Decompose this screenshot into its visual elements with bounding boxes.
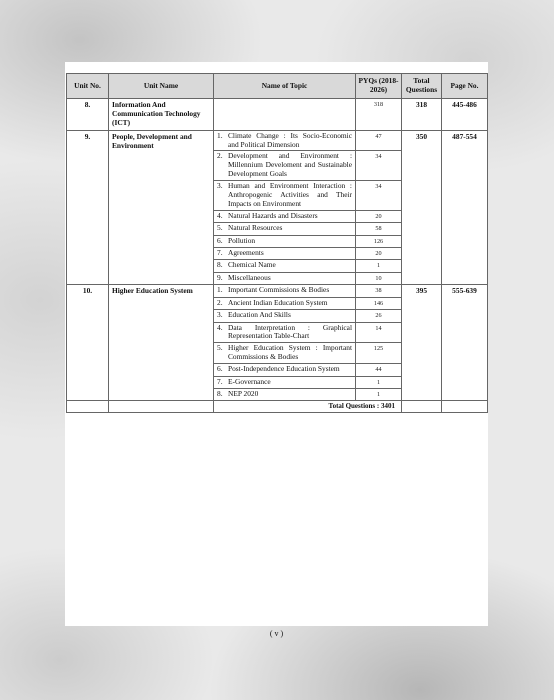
unit-page-range: 487-554 bbox=[442, 130, 488, 285]
topic-number: 7. bbox=[217, 247, 223, 257]
topic-pyq-count: 58 bbox=[356, 223, 402, 235]
header-total-questions: Total Questions bbox=[402, 74, 442, 99]
unit-name: Information And Communication Technology (ICT) bbox=[109, 99, 214, 131]
topic-pyq-count: 34 bbox=[356, 151, 402, 181]
totals-row bbox=[67, 401, 488, 412]
topic-pyq-count: 125 bbox=[356, 343, 402, 364]
topic-number: 5. bbox=[217, 223, 223, 233]
topic-number: 6. bbox=[217, 235, 223, 245]
topic-pyq-count: 26 bbox=[356, 310, 402, 322]
unit-name: People, Development and Environment bbox=[109, 130, 214, 285]
topic-pyq-count: 38 bbox=[356, 285, 402, 297]
topic-pyq-count: 1 bbox=[356, 376, 402, 388]
topic-pyq-count: 44 bbox=[356, 364, 402, 376]
topic-name: Climate Change : Its Socio-Economic and Political Dimension bbox=[228, 130, 352, 149]
topic-cell bbox=[214, 272, 356, 284]
topic-name: Development and Environment : Millennium Develoment and Sustainable Development Goals bbox=[228, 151, 352, 179]
topic-number: 1. bbox=[217, 285, 223, 295]
unit-total-questions: 395 bbox=[402, 285, 442, 401]
topic-name: Post-Independence Education System bbox=[228, 364, 340, 374]
unit-number: 10. bbox=[67, 285, 109, 401]
table-row bbox=[67, 99, 488, 131]
topic-number: 2. bbox=[217, 151, 223, 161]
topic-number: 9. bbox=[217, 272, 223, 282]
topic-number: 6. bbox=[217, 364, 223, 374]
topic-number: 3. bbox=[217, 181, 223, 190]
topic-name: Higher Education System : Important Commissions & Bodies bbox=[228, 343, 352, 362]
topic-cell bbox=[214, 99, 356, 131]
topic-cell bbox=[214, 210, 356, 222]
unit-total-questions: 350 bbox=[402, 130, 442, 285]
topic-name: Natural Resources bbox=[228, 223, 283, 233]
topic-cell bbox=[214, 223, 356, 235]
topic-cell bbox=[214, 343, 356, 364]
topic-pyq-count: 1 bbox=[356, 388, 402, 400]
topic-cell bbox=[214, 130, 356, 151]
topic-name: Agreements bbox=[228, 247, 264, 257]
topic-cell bbox=[214, 297, 356, 309]
topic-name: Pollution bbox=[228, 235, 256, 245]
unit-number: 8. bbox=[67, 99, 109, 131]
header-pyqs: PYQs (2018-2026) bbox=[356, 74, 402, 99]
unit-page-range: 555-639 bbox=[442, 285, 488, 401]
table-header-row bbox=[67, 74, 488, 99]
topic-number: 5. bbox=[217, 343, 223, 353]
topic-name: Chemical Name bbox=[228, 260, 276, 270]
table-row bbox=[67, 130, 488, 151]
topic-cell bbox=[214, 181, 356, 211]
header-page-no: Page No. bbox=[442, 74, 488, 99]
topic-cell bbox=[214, 247, 356, 259]
topic-pyq-count: 14 bbox=[356, 322, 402, 343]
unit-total-questions: 318 bbox=[402, 99, 442, 131]
header-topic: Name of Topic bbox=[214, 74, 356, 99]
topic-name: E-Governance bbox=[228, 376, 271, 386]
header-unit-name: Unit Name bbox=[109, 74, 214, 99]
total-questions-label: Total Questions : 3401 bbox=[214, 401, 402, 412]
topic-name: NEP 2020 bbox=[228, 388, 259, 398]
unit-number: 9. bbox=[67, 130, 109, 285]
topic-cell bbox=[214, 151, 356, 181]
topic-pyq-count: 146 bbox=[356, 297, 402, 309]
topic-number: 4. bbox=[217, 322, 223, 332]
topic-pyq-count: 20 bbox=[356, 247, 402, 259]
topic-cell bbox=[214, 260, 356, 272]
topic-pyq-count: 47 bbox=[356, 130, 402, 151]
topic-name: Important Commissions & Bodies bbox=[228, 285, 330, 295]
topic-cell bbox=[214, 364, 356, 376]
topic-name: Ancient Indian Education System bbox=[228, 297, 328, 307]
topic-number: 2. bbox=[217, 297, 223, 307]
header-unit-no: Unit No. bbox=[67, 74, 109, 99]
topic-cell bbox=[214, 376, 356, 388]
topic-pyq-count: 318 bbox=[356, 99, 402, 131]
topic-pyq-count: 1 bbox=[356, 260, 402, 272]
unit-page-range: 445-486 bbox=[442, 99, 488, 131]
topic-name: Data Interpretation : Graphical Representation Table-Chart bbox=[228, 322, 352, 341]
document-page bbox=[65, 62, 488, 638]
topic-pyq-count: 34 bbox=[356, 181, 402, 211]
topic-name: Education And Skills bbox=[228, 310, 291, 320]
topic-name: Natural Hazards and Disasters bbox=[228, 210, 318, 220]
topic-name: Miscellaneous bbox=[228, 272, 271, 282]
topic-cell bbox=[214, 322, 356, 343]
topic-cell bbox=[214, 235, 356, 247]
unit-name: Higher Education System bbox=[109, 285, 214, 401]
topic-pyq-count: 126 bbox=[356, 235, 402, 247]
topic-number: 4. bbox=[217, 210, 223, 220]
table-row bbox=[67, 285, 488, 297]
topic-pyq-count: 20 bbox=[356, 210, 402, 222]
topic-cell bbox=[214, 310, 356, 322]
topic-cell bbox=[214, 285, 356, 297]
topic-number: 8. bbox=[217, 260, 223, 270]
topic-number: 1. bbox=[217, 130, 223, 140]
syllabus-table bbox=[66, 73, 488, 413]
topic-name: Human and Environment Interaction : Anthropogenic Activities and Their Impacts on Environment bbox=[228, 181, 352, 208]
topic-number: 8. bbox=[217, 388, 223, 398]
page-number: ( v ) bbox=[269, 629, 284, 638]
topic-cell bbox=[214, 388, 356, 400]
topic-number: 7. bbox=[217, 376, 223, 386]
topic-number: 3. bbox=[217, 310, 223, 320]
topic-pyq-count: 10 bbox=[356, 272, 402, 284]
